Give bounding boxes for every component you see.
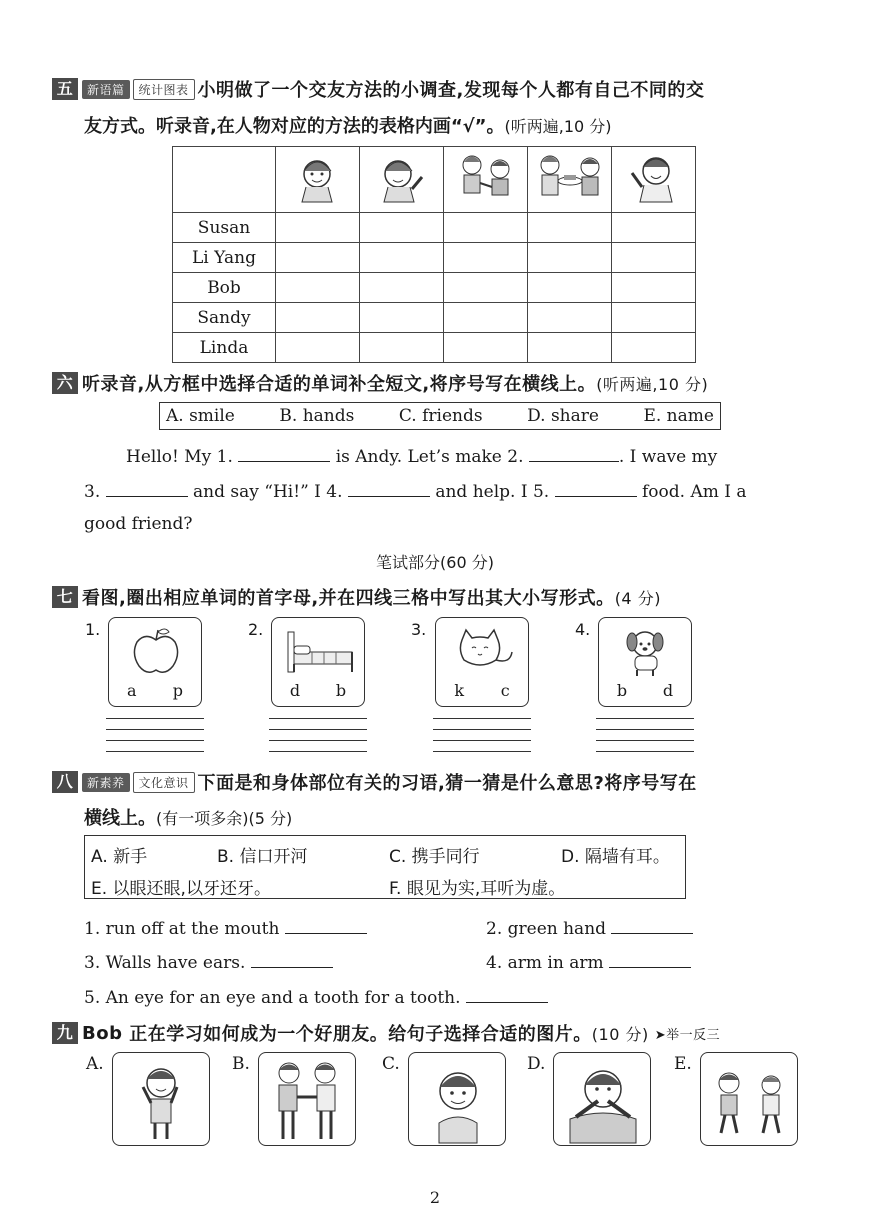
word-option: B. hands (279, 406, 355, 426)
section-number: 六 (52, 372, 78, 394)
question-number: 3. (411, 620, 427, 639)
tick-cell[interactable] (360, 303, 444, 333)
points-note: (4 分) (614, 588, 661, 608)
passage-line-3: good friend? (84, 514, 193, 534)
tick-cell[interactable] (444, 213, 528, 243)
tick-cell[interactable] (276, 213, 360, 243)
table-row (173, 213, 696, 243)
tick-cell[interactable] (360, 213, 444, 243)
passage-text: 3. (84, 482, 101, 502)
answer-blank[interactable] (285, 916, 367, 934)
question-text: 2. green hand (486, 919, 607, 939)
dog-icon (599, 622, 693, 682)
question-text: 1. run off at the mouth (84, 919, 280, 939)
tick-cell[interactable] (360, 333, 444, 363)
tick-cell[interactable] (528, 273, 612, 303)
points-note: (10 分) (591, 1024, 649, 1044)
word-option: E. name (643, 406, 714, 426)
page-number: 2 (429, 1188, 441, 1207)
tick-cell[interactable] (276, 243, 360, 273)
tick-cell[interactable] (444, 303, 528, 333)
tick-cell[interactable] (528, 333, 612, 363)
answer-blank[interactable] (251, 950, 333, 968)
picture-card (108, 617, 202, 707)
girl-waving-icon (360, 147, 443, 208)
word-bank-box (159, 402, 721, 430)
method-picture-cell (612, 147, 696, 213)
picture-card (598, 617, 692, 707)
section-number: 五 (52, 78, 78, 100)
letter-option[interactable]: a (127, 681, 137, 700)
idiom-question-1 (84, 916, 367, 939)
picture-card (271, 617, 365, 707)
four-line-grid[interactable] (269, 718, 367, 752)
section-instruction: 正在学习如何成为一个好朋友。给句子选择合适的图片。 (129, 1024, 592, 1045)
question-text: 3. Walls have ears. (84, 953, 246, 973)
girl-smiling-icon (276, 147, 359, 208)
instruction-text: 横线上。 (84, 808, 156, 829)
tick-cell[interactable] (528, 303, 612, 333)
section-5-instruction-line2 (84, 112, 612, 138)
passage-text: and say “Hi!” I 4. (193, 482, 343, 502)
passage-text: . I wave my (618, 447, 718, 467)
points-note: (有一项多余)(5 分) (156, 809, 293, 828)
answer-blank[interactable] (609, 950, 691, 968)
answer-blank-1[interactable] (238, 444, 330, 462)
method-picture-cell (528, 147, 612, 213)
section-instruction: 听录音,从方框中选择合适的单词补全短文,将序号写在横线上。 (82, 374, 597, 395)
picture-option-b[interactable] (258, 1052, 356, 1146)
answer-blank-2[interactable] (529, 444, 619, 462)
section-5-header (52, 76, 704, 102)
idiom-option: C. 携手同行 (389, 847, 480, 867)
tick-cell[interactable] (276, 333, 360, 363)
survey-table (172, 146, 696, 363)
section-tag: 新语篇 (82, 80, 130, 99)
tick-cell[interactable] (612, 333, 696, 363)
letter-option[interactable]: p (172, 681, 183, 700)
idiom-option: F. 眼见为实,耳听为虚。 (389, 879, 566, 899)
practice-tag: ➤举一反三 (654, 1027, 721, 1043)
picture-card (435, 617, 529, 707)
idiom-options-box (84, 835, 686, 899)
picture-option-d[interactable] (553, 1052, 651, 1146)
tick-cell[interactable] (360, 273, 444, 303)
letter-option[interactable]: d (289, 681, 301, 700)
children-helping-icon (444, 147, 527, 208)
method-picture-cell (360, 147, 444, 213)
word-option: C. friends (398, 406, 483, 426)
section-instruction-subject: Bob (82, 1022, 123, 1044)
question-number: 2. (248, 620, 264, 639)
student-name: Linda (173, 333, 276, 363)
section-number: 七 (52, 586, 78, 608)
letter-option[interactable]: b (335, 681, 347, 700)
children-walking-icon (701, 1053, 799, 1147)
tick-cell[interactable] (612, 273, 696, 303)
boy-touching-ear-icon (113, 1053, 211, 1147)
tick-cell[interactable] (360, 243, 444, 273)
children-sharing-food-icon (528, 147, 611, 208)
method-picture-cell (444, 147, 528, 213)
table-row (173, 303, 696, 333)
picture-option-c[interactable] (408, 1052, 506, 1146)
student-name: Sandy (173, 303, 276, 333)
instruction-text: 友方式。听录音,在人物对应的方法的表格内画“√”。 (84, 116, 505, 137)
boy-smiling-icon (409, 1053, 507, 1147)
written-part-title: 笔试部分(60 分) (376, 553, 494, 572)
section-instruction: 看图,圈出相应单词的首字母,并在四线三格中写出其大小写形式。 (82, 588, 615, 609)
four-line-grid[interactable] (433, 718, 531, 752)
points-note: (听两遍,10 分) (596, 374, 709, 394)
points-note: (听两遍,10 分) (504, 117, 612, 136)
boys-shaking-hands-icon (259, 1053, 357, 1147)
question-number: 4. (575, 620, 591, 639)
boy-covering-mouth-icon (554, 1053, 652, 1147)
idiom-question-2 (486, 916, 693, 939)
idiom-option: D. 隔墙有耳。 (561, 847, 670, 867)
tick-cell[interactable] (612, 303, 696, 333)
idiom-option: E. 以眼还眼,以牙还牙。 (91, 879, 271, 899)
header-empty-cell (173, 147, 276, 213)
answer-blank-5[interactable] (555, 479, 637, 497)
idiom-question-5 (84, 985, 548, 1008)
section-tag: 新素养 (82, 773, 130, 792)
passage-line-1 (126, 444, 717, 467)
section-number: 九 (52, 1022, 78, 1044)
answer-blank[interactable] (611, 916, 693, 934)
tick-cell[interactable] (276, 273, 360, 303)
four-line-grid[interactable] (596, 718, 694, 752)
letter-option[interactable]: b (616, 681, 628, 700)
passage-text: is Andy. Let’s make 2. (335, 447, 524, 467)
idiom-option: A. 新手 (91, 847, 148, 867)
picture-option-e[interactable] (700, 1052, 798, 1146)
passage-text: and help. I 5. (435, 482, 550, 502)
section-instruction: 小明做了一个交友方法的小调查,发现每个人都有自己不同的交 (197, 80, 705, 101)
section-tag: 统计图表 (133, 79, 195, 100)
apple-icon (109, 622, 203, 682)
boy-greeting-icon (612, 147, 695, 208)
word-option: A. smile (166, 406, 235, 426)
section-9-header (52, 1020, 720, 1046)
tick-cell[interactable] (444, 243, 528, 273)
table-row (173, 333, 696, 363)
tick-cell[interactable] (444, 273, 528, 303)
cat-icon (436, 622, 530, 682)
section-instruction: 下面是和身体部位有关的习语,猜一猜是什么意思?将序号写在 (197, 773, 697, 794)
question-number: 1. (85, 620, 101, 639)
answer-blank-3[interactable] (106, 479, 188, 497)
passage-line-2 (84, 479, 747, 502)
section-8-header (52, 769, 697, 795)
section-number: 八 (52, 771, 78, 793)
picture-label: C. (382, 1054, 400, 1074)
student-name: Bob (173, 273, 276, 303)
question-text: 5. An eye for an eye and a tooth for a tooth. (84, 988, 461, 1008)
letter-option[interactable]: d (662, 681, 674, 700)
tick-cell[interactable] (528, 213, 612, 243)
letter-option[interactable]: c (500, 681, 510, 700)
section-8-instruction-line2 (84, 804, 292, 830)
letter-option[interactable]: k (454, 681, 465, 700)
section-tag: 文化意识 (133, 772, 195, 793)
tick-cell[interactable] (276, 303, 360, 333)
idiom-question-4 (486, 950, 691, 973)
answer-blank-4[interactable] (348, 479, 430, 497)
tick-cell[interactable] (612, 243, 696, 273)
table-row (173, 243, 696, 273)
tick-cell[interactable] (528, 243, 612, 273)
section-6-header (52, 370, 708, 396)
picture-label: E. (674, 1054, 692, 1074)
picture-label: D. (527, 1054, 546, 1074)
picture-label: A. (86, 1054, 104, 1074)
four-line-grid[interactable] (106, 718, 204, 752)
passage-text: Hello! My 1. (126, 447, 233, 467)
section-7-header (52, 584, 661, 610)
tick-cell[interactable] (612, 213, 696, 243)
method-picture-cell (276, 147, 360, 213)
bed-icon (272, 622, 366, 682)
idiom-question-3 (84, 950, 333, 973)
idiom-option: B. 信口开河 (217, 847, 308, 867)
question-text: 4. arm in arm (486, 953, 604, 973)
word-option: D. share (527, 406, 599, 426)
answer-blank[interactable] (466, 985, 548, 1003)
student-name: Susan (173, 213, 276, 243)
picture-option-a[interactable] (112, 1052, 210, 1146)
picture-label: B. (232, 1054, 250, 1074)
table-row (173, 273, 696, 303)
passage-text: food. Am I a (642, 482, 747, 502)
tick-cell[interactable] (444, 333, 528, 363)
student-name: Li Yang (173, 243, 276, 273)
